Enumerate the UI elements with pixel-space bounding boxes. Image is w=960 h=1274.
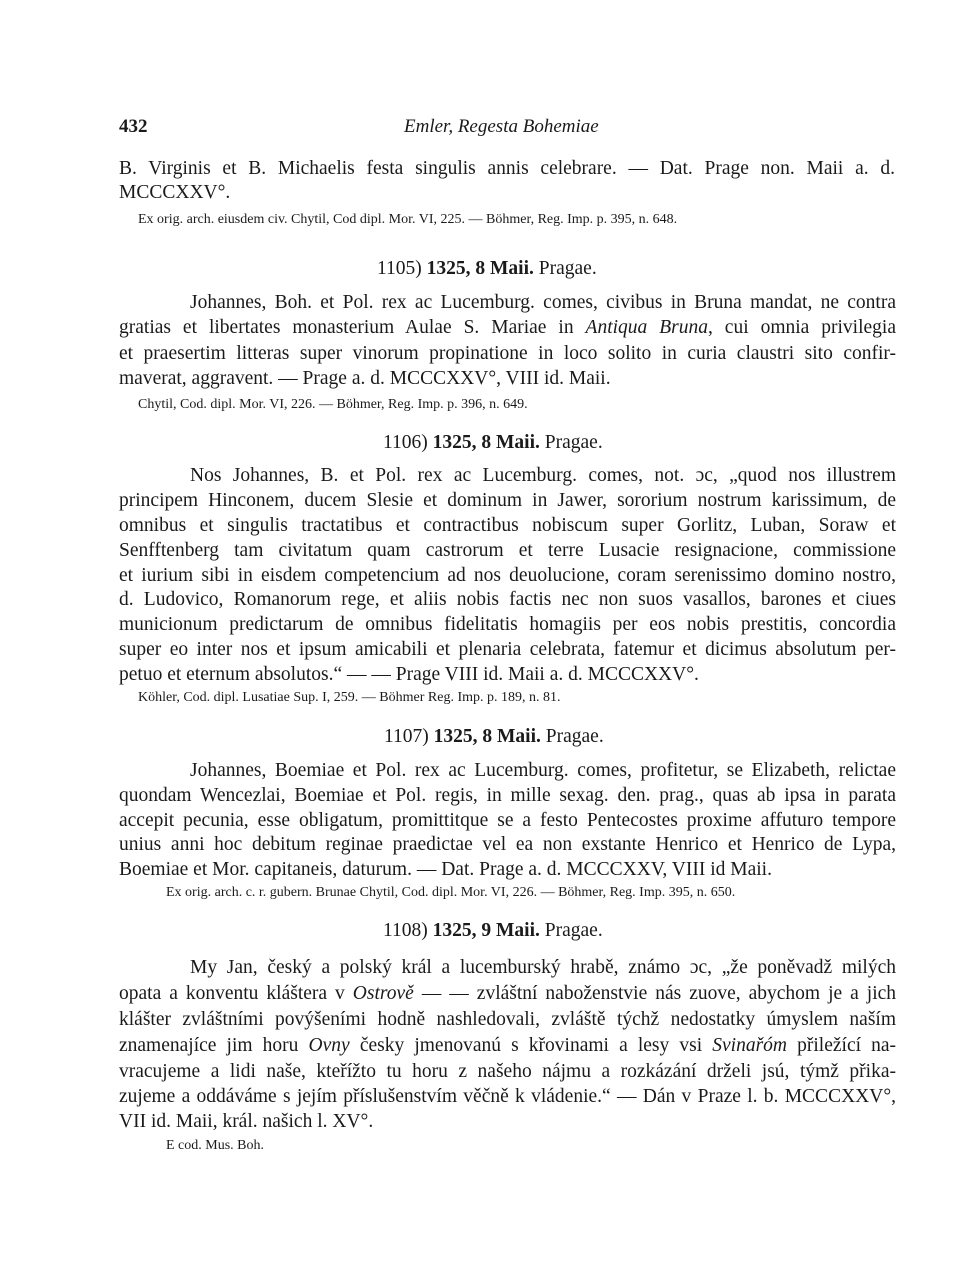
entry-1108-source: E cod. Mus. Boh.: [166, 1138, 264, 1153]
entry-1105-line-1: Johannes, Boh. et Pol. rex ac Lucemburg. comes, civibus in Bruna mandat, ne contra: [190, 292, 896, 313]
entry-1106-line-4: Senfftenberg tam civitatum quam castrorum et terre Lusacie resignacione, commissione: [119, 540, 896, 561]
entry-number: 1106): [383, 432, 428, 453]
entry-place: Pragae.: [544, 432, 603, 453]
carry-source: Ex orig. arch. eiusdem civ. Chytil, Cod dipl. Mor. VI, 225. — Böhmer, Reg. Imp. p. 395, n. 648.: [138, 212, 678, 227]
entry-1105-source: Chytil, Cod. dipl. Mor. VI, 226. — Böhmer, Reg. Imp. p. 396, n. 649.: [138, 397, 528, 412]
entry-1106-heading: [383, 433, 603, 453]
entry-1107-line-5: Boemiae et Mor. capitaneis, daturum. — Dat. Prage a. d. MCCCXXV, VIII id Maii.: [119, 859, 772, 880]
running-title: Emler, Regesta Bohemiae: [404, 116, 599, 137]
entry-number: 1105): [377, 258, 422, 279]
entry-1107-line-4: unius anni hoc debitum reginae praedictae vel ea non exstante Henrico et Henrico de Lypa,: [119, 834, 896, 855]
entry-1108-line-1: My Jan, český a polský král a lucemburský hrabě, známo ɔc, „že poněvadž milých: [190, 957, 896, 978]
entry-1108-heading: [383, 921, 603, 941]
entry-place: Pragae.: [545, 726, 604, 747]
entry-date: 1325, 8 Maii.: [426, 258, 534, 279]
entry-1107-line-3: accepit pecunia, esse obligatum, promittitque se a festo Pentecostes proxime affuturo tempore: [119, 810, 896, 831]
entry-place: Pragae.: [544, 920, 603, 941]
entry-1108-line-6: zujeme a oddáváme s jejím příslušenstvím věčně k vládenie.“ — Dán v Praze l. b. MCCCXXV°,: [119, 1086, 896, 1107]
entry-1106-line-8: super eo inter nos et ipsum amicabili et plenaria celebrata, fatemur et dicimus absolutum per-: [119, 639, 896, 660]
carry-line-2: MCCCXXV°.: [119, 182, 231, 203]
place-name-italic: Ovny: [308, 1035, 350, 1056]
page-number: 432: [119, 116, 148, 137]
entry-1105-line-2: gratias et libertates monasterium Aulae S. Mariae in Antiqua Bruna, cui omnia privilegia: [119, 317, 896, 338]
entry-1106-source: Köhler, Cod. dipl. Lusatiae Sup. I, 259. — Böhmer Reg. Imp. p. 189, n. 81.: [138, 690, 561, 705]
entry-1105-line-3: et praesertim litteras super vinorum propinatione in loco solito in curia claustri sito confir-: [119, 343, 896, 364]
entry-1107-line-1: Johannes, Boemiae et Pol. rex ac Lucemburg. comes, profitetur, se Elizabeth, relictae: [190, 760, 896, 781]
entry-1107-line-2: quondam Wencezlai, Boemiae et Pol. regis, in mille sexag. den. prag., quas ab ipsa in parata: [119, 785, 896, 806]
entry-number: 1107): [384, 726, 429, 747]
entry-1105-heading: [377, 259, 597, 279]
entry-date: 1325, 8 Maii.: [433, 726, 541, 747]
entry-1108-line-2: opata a konventu kláštera v Ostrově — — zvláštní naboženstvie nás zuove, abychom je a jich: [119, 983, 897, 1004]
entry-date: 1325, 9 Maii.: [432, 920, 540, 941]
place-name-italic: Antiqua Bruna: [585, 317, 708, 338]
entry-1106-line-6: d. Ludovico, Romanorum rege, et aliis nobis factis nec non suos vasallos, barones et ciues: [119, 589, 896, 610]
entry-place: Pragae.: [538, 258, 597, 279]
entry-1106-line-9: petuo et eternum absolutos.“ — — Prage VIII id. Maii a. d. MCCCXXV°.: [119, 664, 699, 685]
entry-1105-line-4: maverat, aggravent. — Prage a. d. MCCCXXV°, VIII id. Maii.: [119, 368, 611, 389]
place-name-italic: Ostrově: [352, 983, 414, 1004]
entry-number: 1108): [383, 920, 428, 941]
entry-1107-heading: [384, 727, 604, 747]
entry-date: 1325, 8 Maii.: [432, 432, 540, 453]
carry-line-1: B. Virginis et B. Michaelis festa singulis annis celebrare. — Dat. Prage non. Maii a. d.: [119, 158, 895, 179]
entry-1106-line-3: omnibus et singulis tractatibus et contractibus nobiscum super Gorlitz, Luban, Soraw et: [119, 515, 896, 536]
entry-1108-line-4: znamenajíce jim horu Ovny česky jmenovanú s křovinami a lesy vsi Svinařóm přiležící na-: [119, 1035, 897, 1056]
place-name-italic: Svinařóm: [712, 1035, 788, 1056]
entry-1106-line-2: principem Hinconem, ducem Slesie et dominum in Jawer, sororium nostrum karissimum, de: [119, 490, 896, 511]
entry-1108-line-5: vracujeme a lidi naše, kteřížto tu horu z našeho nájmu a rozkázání drželi jsú, týmž přika-: [119, 1061, 896, 1082]
entry-1106-line-7: municionum predictarum de omnibus fidelitatis homagiis per eos nobis prestitis, concordia: [119, 614, 896, 635]
entry-1106-line-5: et iurium sibi in eisdem competencium ad nos deuolucione, coram serenissimo domino nostro,: [119, 565, 896, 586]
entry-1108-line-3: klášter zvláštními povýšeními hodně nashledovali, zvláště týchž nedostatky úmyslem naším: [119, 1009, 896, 1030]
entry-1107-source: Ex orig. arch. c. r. gubern. Brunae Chytil, Cod. dipl. Mor. VI, 226. — Böhmer, Reg. Imp. 395, n. 650.: [166, 885, 736, 900]
entry-1106-line-1: Nos Johannes, B. et Pol. rex ac Lucemburg. comes, not. ɔc, „quod nos illustrem: [190, 465, 896, 486]
entry-1108-line-7: VII id. Maii, král. našich l. XV°.: [119, 1111, 374, 1132]
